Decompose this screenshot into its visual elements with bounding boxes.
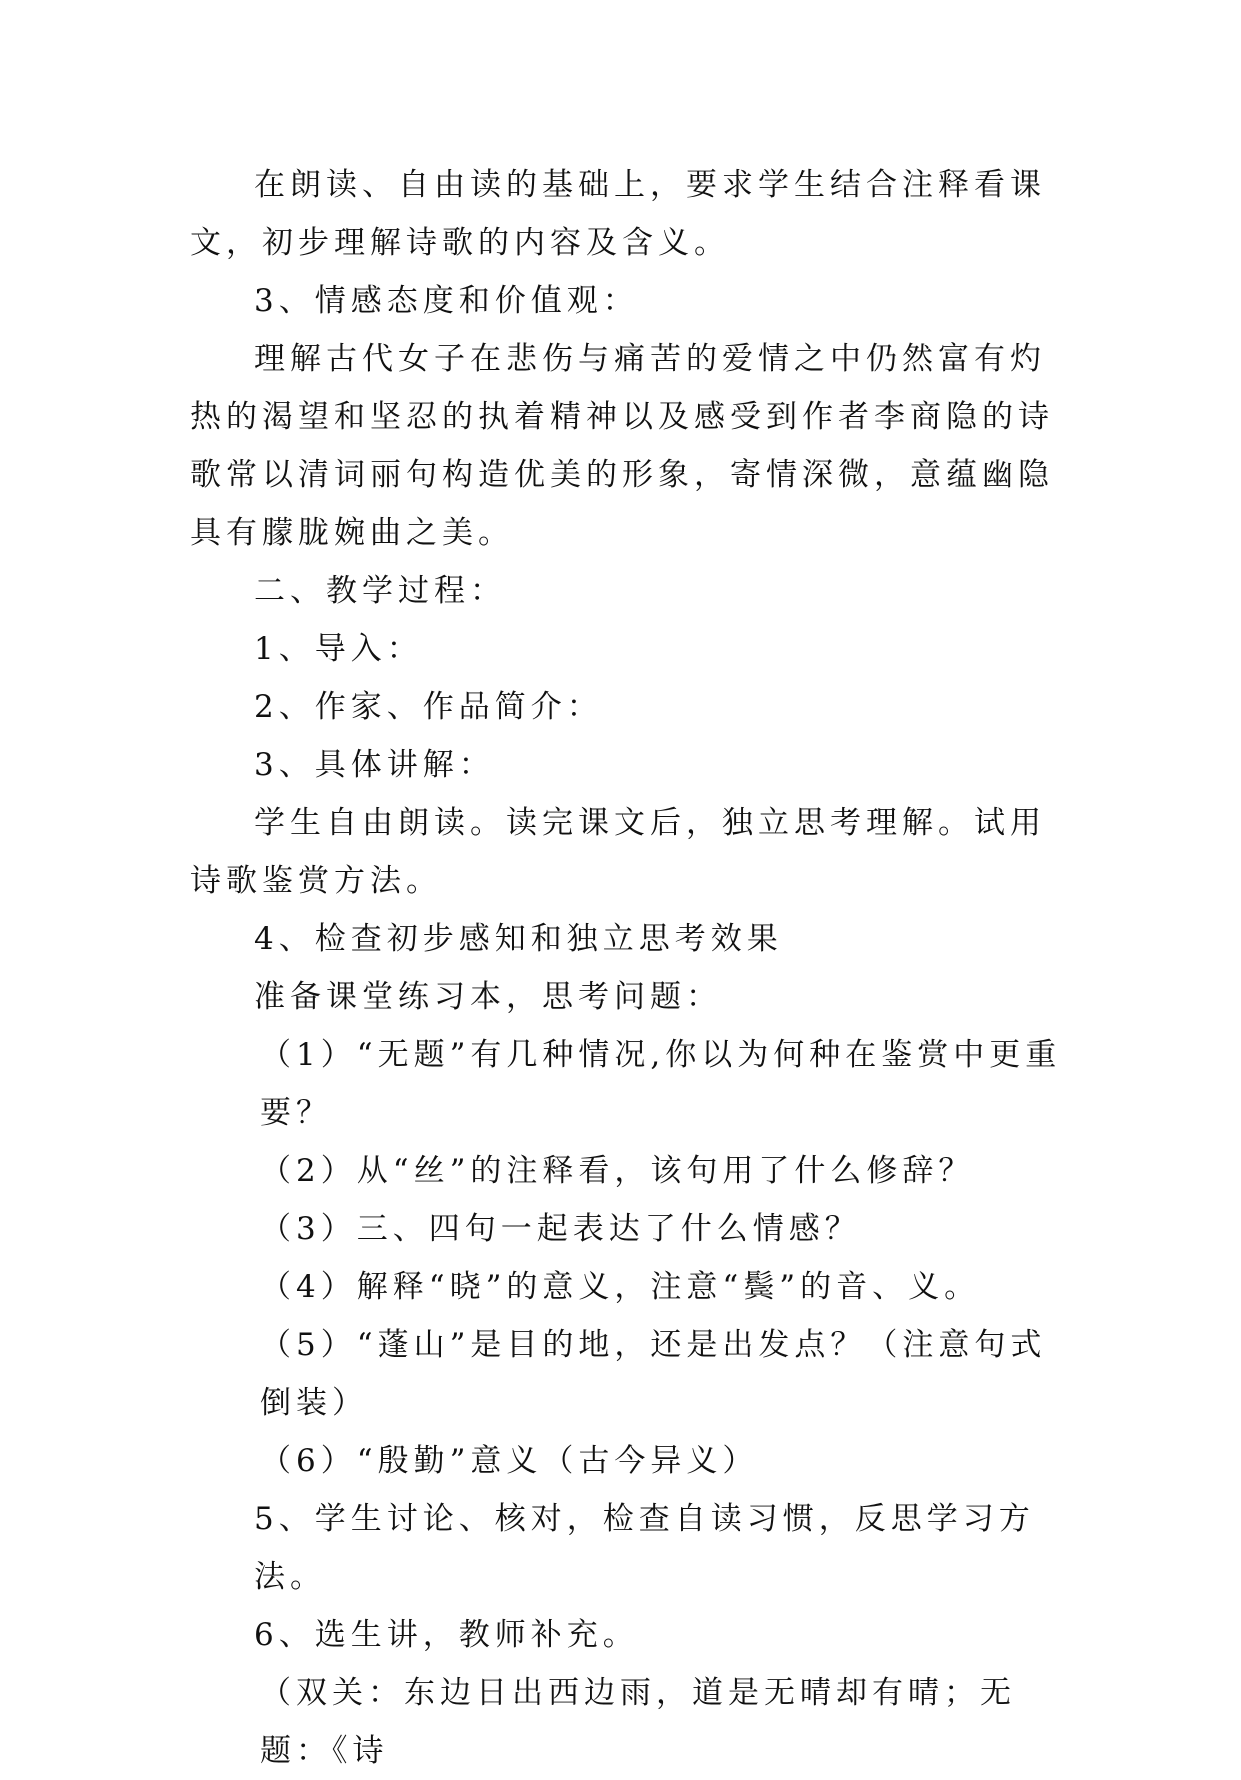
paragraph-reading-basis: 在朗读、自由读的基础上，要求学生结合注释看课文，初步理解诗歌的内容及含义。 (190, 167, 1046, 261)
heading-teaching-process: 二、教学过程： (254, 573, 506, 609)
question-1: （1）“无题”有几种情况,你以为何种在鉴赏中更重要？ (260, 1037, 1062, 1131)
question-2: （2）从“丝”的注释看，该句用了什么修辞？ (260, 1153, 975, 1189)
question-5: （5）“蓬山”是目的地，还是出发点？（注意句式倒装） (260, 1327, 1047, 1421)
paragraph-understanding: 理解古代女子在悲伤与痛苦的爱情之中仍然富有灼热的渴望和坚忍的执着精神以及感受到作者李商隐的诗歌常以清词丽句构造优美的形象，寄情深微，意蕴幽隐具有朦胧婉曲之美。 (190, 341, 1054, 551)
document-body (190, 156, 1070, 1780)
note-pun-example: （双关：东边日出西边雨，道是无晴却有晴；无题：《诗 (260, 1675, 1016, 1769)
prepare-exercise: 准备课堂练习本，思考问题： (254, 979, 722, 1015)
step-check-effect: 4、检查初步感知和独立思考效果 (254, 921, 783, 957)
step-introduction: 1、导入： (254, 631, 423, 667)
heading-emotion-values: 3、情感态度和价值观： (254, 283, 639, 319)
step-author-works: 2、作家、作品简介： (254, 689, 603, 725)
step-explanation: 3、具体讲解： (254, 747, 495, 783)
question-3: （3）三、四句一起表达了什么情感？ (260, 1211, 861, 1247)
question-6: （6）“殷勤”意义（古今异义） (260, 1443, 759, 1479)
paragraph-student-reading: 学生自由朗读。读完课文后，独立思考理解。试用诗歌鉴赏方法。 (190, 805, 1046, 899)
step-student-speak: 6、选生讲，教师补充。 (254, 1617, 639, 1653)
step-discussion: 5、学生讨论、核对，检查自读习惯，反思学习方法。 (254, 1501, 1035, 1595)
question-4: （4）解释“晓”的意义，注意“鬓”的音、义。 (260, 1269, 981, 1305)
